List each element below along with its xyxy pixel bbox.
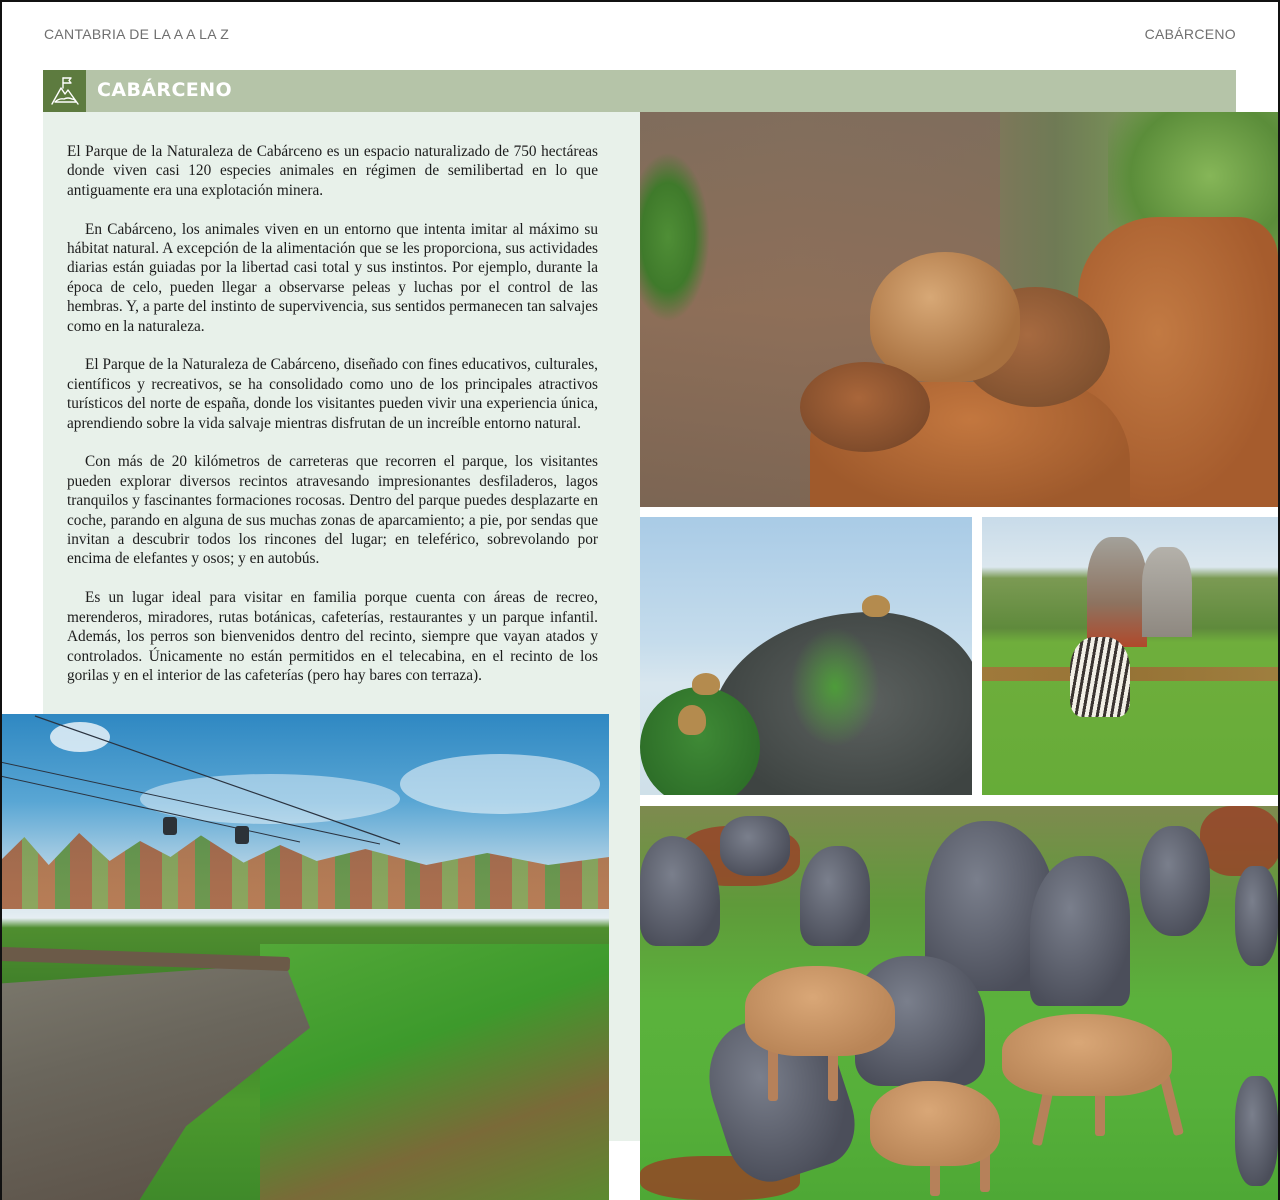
zebra [1070,637,1130,717]
paragraph: Es un lugar ideal para visitar en familia porque cuenta con áreas de recreo, merenderos, miradores, rutas botánicas, cafeterías, restaurantes y un parque infantil. Además, los perros son bienvenidos dentro del recinto, siempre que vayan atados y controlados. Únicamente no están permitidos en el telecabina, en el recinto de los gorilas y en el interior de las cafeterías (pero hay bares con terraza). [67,589,598,684]
page-margin [609,1141,640,1200]
photo-detail [1087,537,1147,647]
elephant [870,1081,1000,1166]
paragraph: En Cabárceno, los animales viven en un entorno que intenta imitar al máximo su hábitat natural. A excepción de la alimentación que se les proporciona, sus actividades diarias están guiadas por la libertad casi total y sus instintos. Por ejemplo, durante la época de celo, pueden llegar a observarse peleas y luchas por el control de las hembras. Y, a parte del instinto de supervivencia, sus sentidos permanecen tan salvajes como en la naturaleza. [67,220,598,335]
cable-lines [0,714,609,914]
bear-mother [870,252,1020,382]
photo-detail [790,627,880,747]
gondola [163,817,177,835]
paragraph: Con más de 20 kilómetros de carreteras que recorren el parque, los visitantes pueden explorar diversos recintos atravesando impresionantes desfiladeros, lagos tranquilos y fascinantes formaciones rocosas. Dentro del parque puedes desplazarte en coche, parando en alguna de sus muchas zonas de aparcamiento; a pie, por sendas que invitan a descubrir todos los rincones del lugar; en teleférico, sobrevolando por encima de elefantes y osos; y en autobús. [67,453,598,568]
rock [1235,866,1278,966]
section-header-bar [43,70,1236,112]
running-header-section: CABÁRCENO [1144,26,1236,42]
photo-detail [0,947,290,971]
photo-detail [640,152,710,322]
photo-detail [1142,547,1192,637]
photo-detail [260,944,609,1200]
elephant [745,966,895,1056]
baboon [862,595,890,617]
baboon [678,705,706,735]
section-title: CABÁRCENO [97,79,233,101]
rock [1030,856,1130,1006]
photo-elephants [640,806,1278,1200]
article-body [67,142,598,705]
photo-baboons [640,517,972,795]
paragraph: El Parque de la Naturaleza de Cabárceno, diseñado con fines educativos, culturales, científicos y recreativos, se ha consolidado como uno de los principales atractivos turísticos del norte de españa, donde los visitantes pueden vivir una experiencia única, aprendiendo sobre la vida salvaje mientras disfrutan de un increíble entorno natural. [67,356,598,432]
rock [800,846,870,946]
photo-detail [982,667,1278,681]
photo-detail [640,687,760,795]
paragraph: El Parque de la Naturaleza de Cabárceno es un espacio naturalizado de 750 hectáreas donde viven casi 120 especies animales en régimen de semilibertad en lo que antiguamente era una explotación minera. [67,143,598,199]
rock [720,816,790,876]
elephant [1002,1014,1172,1096]
photo-detail [1200,806,1278,876]
photo-cable-car [0,714,609,1200]
rock [1140,826,1210,936]
photo-zebra [982,517,1278,795]
rock [1235,1076,1278,1186]
gondola [235,826,249,844]
bear-cub [800,362,930,452]
photo-bears [640,112,1278,507]
mountain-flag-icon [43,70,86,112]
running-header-book-title: CANTABRIA DE LA A A LA Z [44,26,230,42]
baboon [692,673,720,695]
